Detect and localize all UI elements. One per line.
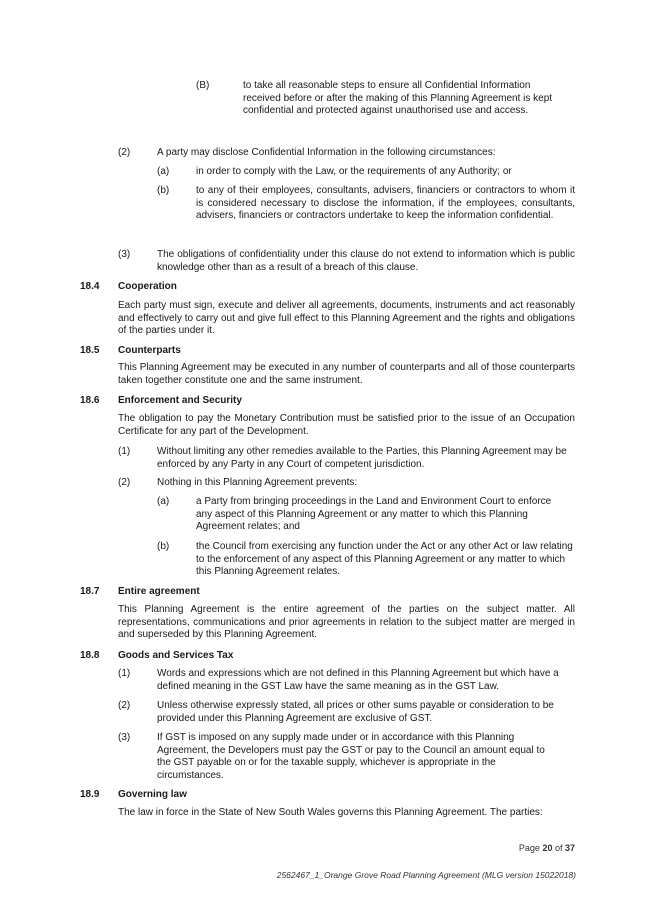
section-number: 18.8 (80, 650, 100, 661)
page-prefix: Page (518, 843, 543, 853)
page-of: of (552, 843, 565, 853)
section-text: This Planning Agreement may be executed in any number of counterparts and all of those counterparts taken together constitute one and the same instrument. (118, 362, 575, 386)
clause-number: (3) (118, 732, 131, 743)
section-text: This Planning Agreement is the entire agreement of the parties on the subject matter. All representations, communications and prior agreements in relation to the subject matter are merged in and superseded by this Planning Agreement. (118, 604, 575, 641)
section-heading: Cooperation (118, 281, 177, 292)
item-label-b: (b) (157, 541, 170, 552)
document-reference: 2562467_1_Orange Grove Road Planning Agreement (MLG version 15022018) (276, 870, 576, 880)
section-heading: Entire agreement (118, 586, 200, 597)
item-text-b: to any of their employees, consultants, advisers, financiers or contractors to whom it is considered necessary to disclose the information, if the employees, consultants, advisers, financiers or contractors undertake to keep the information confidential. (196, 185, 575, 222)
section-text: The law in force in the State of New South Wales governs this Planning Agreement. The parties: (118, 807, 543, 818)
clause-number: (1) (118, 668, 131, 679)
section-heading: Counterparts (118, 345, 181, 356)
section-heading: Governing law (118, 789, 187, 800)
item-text-b: the Council from exercising any function under the Act or any other Act or law relating to the enforcement of any aspect of this Planning Agreement or any matter to which this Planning Agreement relates. (196, 541, 573, 578)
item-text-B: to take all reasonable steps to ensure all Confidential Information received before or after the making of this Planning Agreement is kept confidential and protected against unauthorised use and access. (243, 80, 553, 117)
section-number: 18.6 (80, 395, 100, 406)
item-text-a: a Party from bringing proceedings in the Land and Environment Court to enforce any aspect of this Planning Agreement or any matter to which this Planning Agreement relates; and (196, 496, 552, 533)
item-label-b: (b) (157, 185, 170, 196)
section-text: Each party must sign, execute and deliver all agreements, documents, instruments and act reasonably and effectively to carry out and give full effect to this Planning Agreement and the rights and obligations of the parties under it. (118, 300, 575, 337)
clause-text: If GST is imposed on any supply made under or in accordance with this Planning Agreement, the Developers must pay the GST or pay to the Council an amount equal to the GST payable on or for the taxable supply, whichever is appropriate in the circumstances. (157, 732, 545, 781)
clause-number: (3) (118, 249, 131, 260)
clause-text: Without limiting any other remedies available to the Parties, this Planning Agreement may be enforced by any Party in any Court of competent jurisdiction. (157, 446, 567, 470)
clause-number: (2) (118, 700, 131, 711)
clause-number: (2) (118, 147, 131, 158)
section-number: 18.4 (80, 281, 100, 292)
item-label-B: (B) (196, 80, 210, 91)
section-text: The obligation to pay the Monetary Contribution must be satisfied prior to the issue of an Occupation Certificate for any part of the Development. (118, 413, 575, 437)
item-label-a: (a) (157, 496, 170, 507)
clause-text: Nothing in this Planning Agreement prevents: (157, 477, 358, 488)
clause-number: (1) (118, 446, 131, 457)
section-number: 18.9 (80, 789, 100, 800)
item-label-a: (a) (157, 166, 170, 177)
page-number (519, 843, 575, 853)
clause-text: The obligations of confidentiality under this clause do not extend to information which is public knowledge other than as a result of a breach of this clause. (157, 249, 575, 273)
item-text-a: in order to comply with the Law, or the requirements of any Authority; or (196, 166, 512, 177)
page-total: 37 (564, 843, 575, 853)
section-heading: Enforcement and Security (118, 395, 242, 406)
section-number: 18.7 (80, 586, 100, 597)
section-heading: Goods and Services Tax (118, 650, 234, 661)
clause-text: A party may disclose Confidential Information in the following circumstances: (157, 147, 496, 158)
page-current: 20 (542, 843, 553, 853)
section-number: 18.5 (80, 345, 100, 356)
clause-number: (2) (118, 477, 131, 488)
clause-text: Words and expressions which are not defined in this Planning Agreement but which have a defined meaning in the GST Law have the same meaning as in the GST Law. (157, 668, 559, 692)
clause-text: Unless otherwise expressly stated, all prices or other sums payable or consideration to be provided under this Planning Agreement are exclusive of GST. (157, 700, 554, 724)
